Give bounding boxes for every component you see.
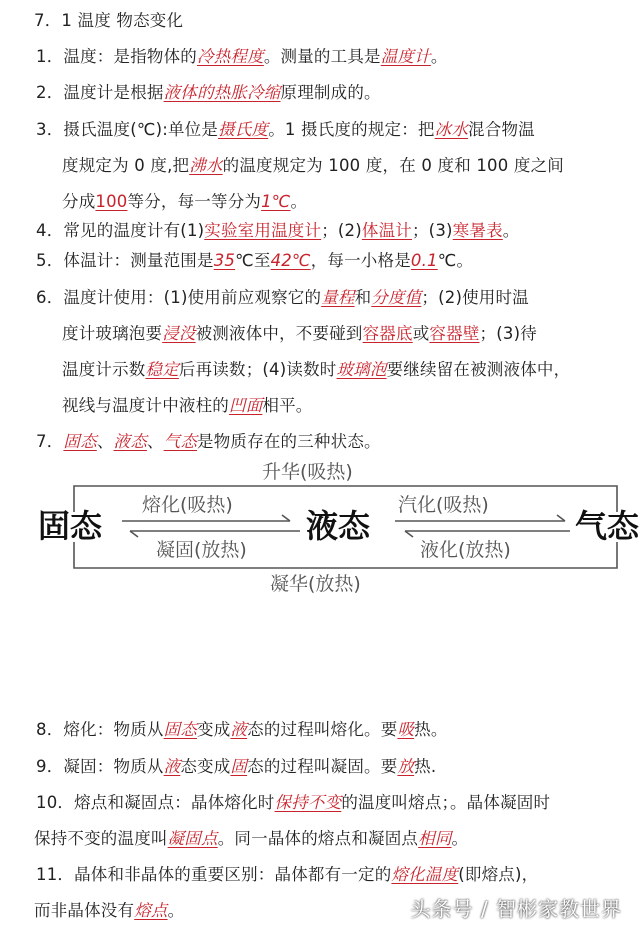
item-number: 10． <box>36 793 75 812</box>
answer: 气态 <box>163 432 198 451</box>
answer: 液态 <box>113 432 147 451</box>
item-11-line-2: 而非晶体没有熔点。 <box>34 901 185 920</box>
item-3-line-2: 度规定为 0 度,把沸水的温度规定为 100 度，在 0 度和 100 度之间 <box>62 156 564 175</box>
page-title: 7．1 温度 物态变化 <box>34 11 184 30</box>
state-change-diagram <box>0 458 640 608</box>
answer: 35 <box>213 251 236 270</box>
item-number: 7． <box>36 432 64 451</box>
item-11: 11．晶体和非晶体的重要区别：晶体都有一定的熔化温度(即熔点)， <box>0 860 640 890</box>
answer: 固态 <box>63 432 97 451</box>
answer: 冷热程度 <box>197 47 264 66</box>
item-3-line-3: 分成100等分，每一等分为1℃。 <box>62 192 308 211</box>
answer: 冰水 <box>434 120 469 139</box>
item-7: 7．固态、液态、气态是物质存在的三种状态。 <box>0 427 640 457</box>
answer: 熔点 <box>134 901 168 920</box>
answer: 相同 <box>418 829 452 848</box>
answer: 沸水 <box>189 156 223 175</box>
answer: 液 <box>163 757 181 776</box>
answer: 1℃ <box>261 192 291 211</box>
answer: 稳定 <box>145 360 179 379</box>
deposition-label: 凝华(放热) <box>270 573 361 595</box>
answer: 凝固点 <box>167 829 218 848</box>
answer: 固 <box>230 757 248 776</box>
answer: 100 <box>95 192 128 211</box>
item-10-line-2: 保持不变的温度叫凝固点。同一晶体的熔点和凝固点相同。 <box>34 829 469 848</box>
item-number: 3． <box>36 120 64 139</box>
answer: 摄氏度 <box>218 120 269 139</box>
item-number: 8． <box>36 720 64 739</box>
answer: 分度值 <box>371 288 422 307</box>
answer: 容器壁 <box>429 324 480 343</box>
item-6-line-3: 温度计示数稳定后再读数；(4)读数时玻璃泡要继续留在被测液体中， <box>62 360 571 379</box>
answer: 容器底 <box>362 324 413 343</box>
item-9: 9．凝固：物质从液态变成固态的过程叫凝固。要放热. <box>0 752 640 782</box>
answer: 固态 <box>163 720 198 739</box>
answer: 放 <box>397 757 415 776</box>
item-6-line-2: 度计玻璃泡要浸没被测液体中，不要碰到容器底或容器壁；(3)待 <box>62 324 537 343</box>
answer: 熔化温度 <box>391 865 459 884</box>
answer: 42℃ <box>270 251 311 270</box>
freeze-label: 凝固(放热) <box>156 539 247 561</box>
answer: 浸没 <box>162 324 196 343</box>
sublimation-label: 升华(吸热) <box>262 461 353 483</box>
answer: 凹面 <box>229 396 263 415</box>
item-4: 4．常见的温度计有(1)实验室用温度计；(2)体温计；(3)寒暑表。 <box>0 216 640 246</box>
item-6: 6．温度计使用：(1)使用前应观察它的量程和分度值；(2)使用时温 <box>0 283 640 313</box>
answer: 量程 <box>321 288 355 307</box>
item-number: 5． <box>36 251 64 270</box>
item-5: 5．体温计：测量范围是35℃至42℃，每一小格是0.1℃。 <box>0 246 640 276</box>
vaporize-label: 汽化(吸热) <box>398 494 489 516</box>
item-10: 10．熔点和凝固点：晶体熔化时保持不变的温度叫熔点；。晶体凝固时 <box>0 788 640 818</box>
item-2: 2．温度计是根据液体的热胀冷缩原理制成的。 <box>0 78 640 108</box>
item-3: 3．摄氏温度(℃):单位是摄氏度。1 摄氏度的规定：把冰水混合物温 <box>0 115 640 145</box>
answer: 体温计 <box>361 221 412 240</box>
answer: 实验室用温度计 <box>204 221 322 240</box>
item-number: 1． <box>36 47 64 66</box>
item-8: 8．熔化：物质从固态变成液态的过程叫熔化。要吸热。 <box>0 715 640 745</box>
item-number: 9． <box>36 757 64 776</box>
item-number: 6． <box>36 288 64 307</box>
item-6-line-4: 视线与温度计中液柱的凹面相平。 <box>62 396 313 415</box>
item-number: 2． <box>36 83 64 102</box>
answer: 玻璃泡 <box>336 360 387 379</box>
solid-state: 固态 <box>38 507 103 545</box>
liquid-state: 液态 <box>306 507 371 545</box>
answer: 保持不变 <box>274 793 342 812</box>
liquefy-label: 液化(放热) <box>420 539 511 561</box>
answer: 液体的热胀冷缩 <box>163 83 281 102</box>
item-number: 4． <box>36 221 64 240</box>
answer: 液 <box>230 720 248 739</box>
item-number: 11． <box>36 865 75 884</box>
answer: 0.1 <box>410 251 438 270</box>
watermark: 头条号 / 智彬家教世界 <box>410 897 622 921</box>
item-1: 1．温度：是指物体的冷热程度。测量的工具是温度计。 <box>0 42 640 72</box>
melt-label: 熔化(吸热) <box>142 494 233 516</box>
answer: 寒暑表 <box>452 221 503 240</box>
answer: 吸 <box>397 720 415 739</box>
answer: 温度计 <box>380 47 431 66</box>
gas-state: 气态 <box>575 507 640 545</box>
